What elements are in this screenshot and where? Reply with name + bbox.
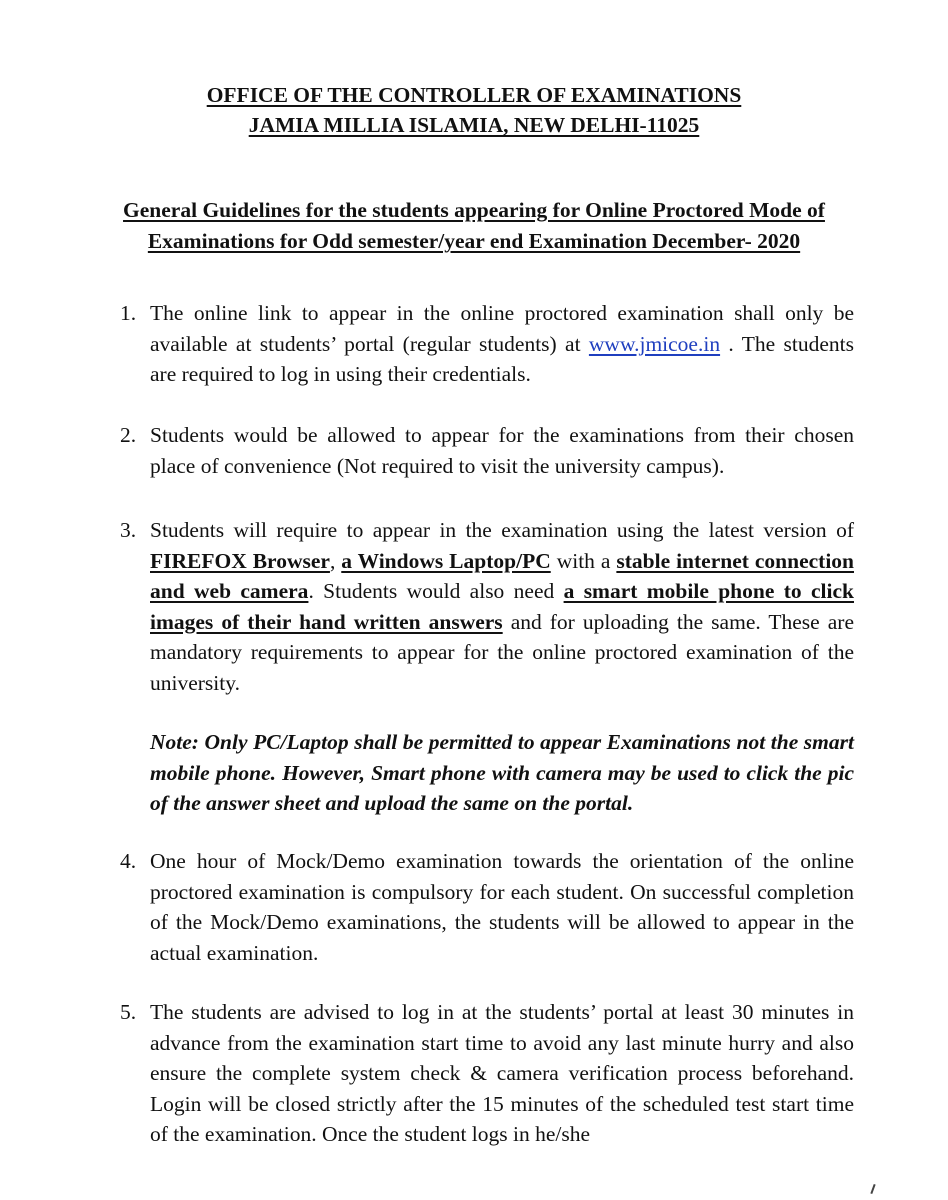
office-header: [0, 80, 948, 140]
device-requirement: a Windows Laptop/PC: [341, 548, 551, 573]
browser-requirement: FIREFOX Browser: [150, 548, 330, 573]
item-text: The online link to appear in the online proctored examination shall only be available at students’ portal (regular students) at: [150, 301, 854, 356]
guideline-item-2: [120, 420, 854, 481]
title-line-1: General Guidelines for the students appearing for Online Proctored Mode of: [123, 198, 825, 222]
item-text: Students would be allowed to appear for the examinations from their chosen place of convenience (Not required to visit the university campus).: [150, 423, 854, 478]
guideline-item-1: [120, 298, 854, 390]
guideline-item-5: [120, 997, 854, 1150]
item-text: with a: [550, 548, 617, 573]
phone-requirement: a smart mobile phone to click images of their hand written answers: [150, 579, 854, 634]
item-text: and for uploading the same. These are mandatory requirements to appear for the online proctored examination of the university.: [150, 609, 854, 695]
item-text: Students will require to appear in the examination using the latest version of: [150, 518, 854, 542]
item-text: One hour of Mock/Demo examination towards the orientation of the online proctored examination is compulsory for each student. On successful completion of the Mock/Demo examinations, the students will be allowed to appear in the actual examination.: [150, 849, 854, 965]
item-number: 1.: [120, 301, 137, 325]
header-line-2: JAMIA MILLIA ISLAMIA, NEW DELHI-11025: [248, 113, 700, 137]
item-text: . Students would also need: [308, 579, 564, 603]
item-text: ,: [329, 548, 342, 573]
note-paragraph: Note: Only PC/Laptop shall be permitted to appear Examinations not the smart mobile phone. However, Smart phone with camera may be used to click the pic of the answer sheet and upload the same on the portal.: [150, 730, 854, 815]
header-line-1: OFFICE OF THE CONTROLLER OF EXAMINATIONS: [206, 83, 742, 107]
item-number: 4.: [120, 849, 137, 873]
title-line-2: Examinations for Odd semester/year end Examination December- 2020: [147, 229, 801, 253]
item-text: . The students are required to log in using their credentials.: [150, 331, 854, 386]
connection-requirement: stable internet connection and web camera: [150, 548, 854, 603]
guidelines-title: [0, 195, 948, 257]
page-mark: [870, 1184, 875, 1194]
item-text: The students are advised to log in at the students’ portal at least 30 minutes in advance from the examination start time to avoid any last minute hurry and also ensure the complete system check & camera verification process beforehand. Login will be closed strictly after the 15 minutes of the scheduled test start time of the examination. Once the student logs in he/she: [150, 1000, 854, 1146]
item-number: 3.: [120, 518, 137, 542]
guideline-item-4: [120, 846, 854, 968]
item-number: 5.: [120, 1000, 137, 1024]
portal-link[interactable]: www.jmicoe.in: [588, 331, 721, 356]
item-number: 2.: [120, 423, 137, 447]
guideline-item-3: [120, 515, 854, 698]
